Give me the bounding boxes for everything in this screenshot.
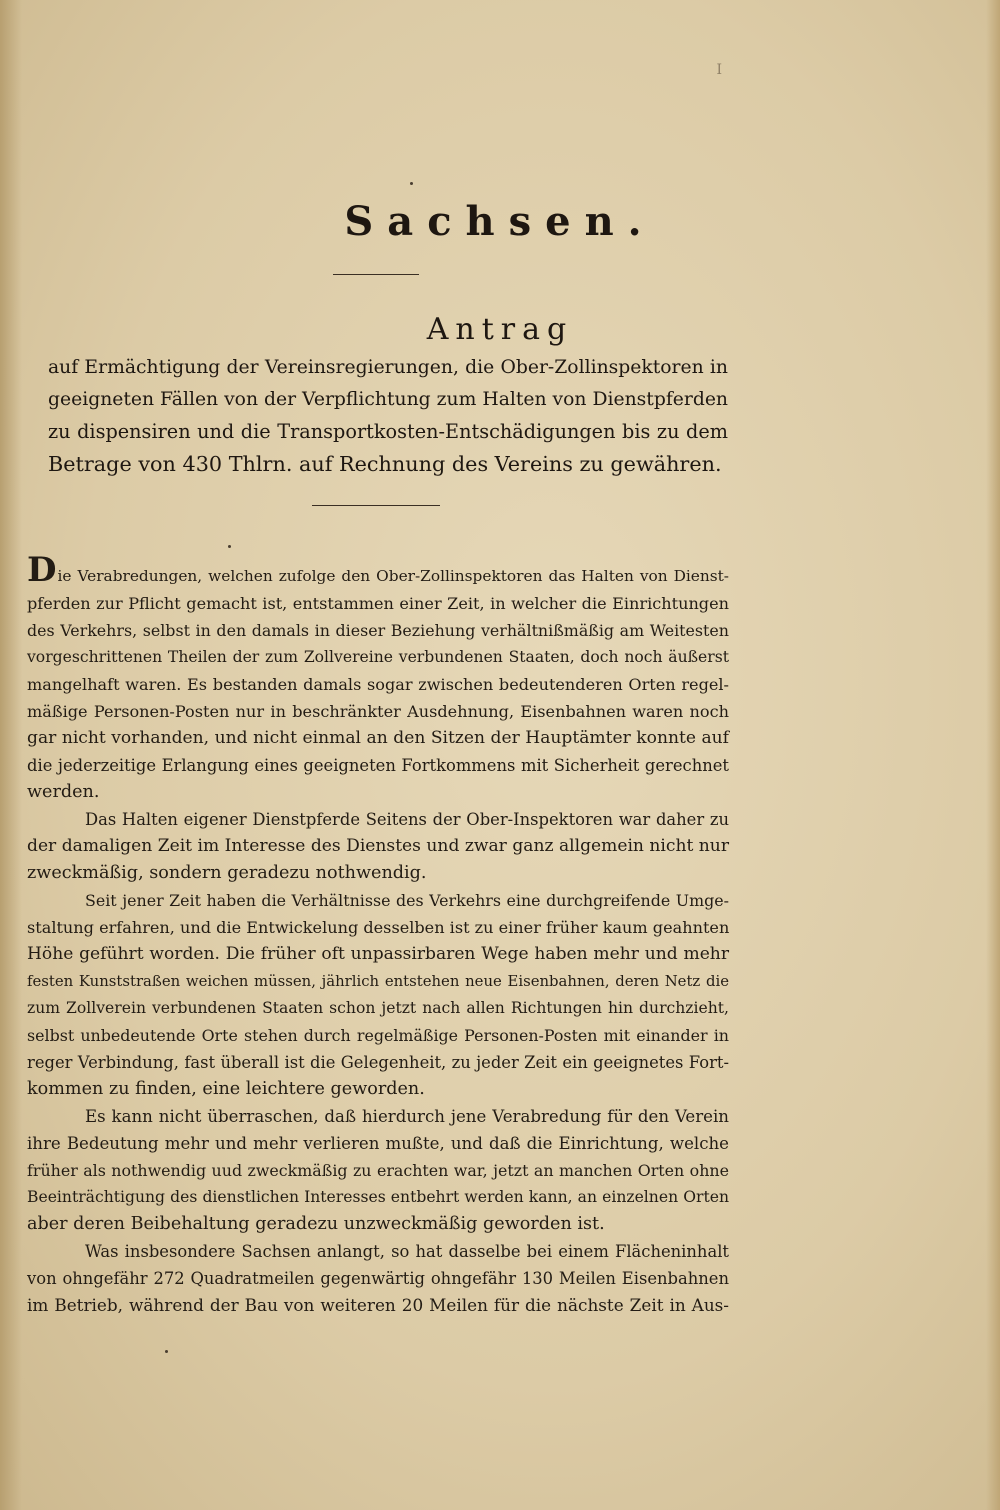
body-line: früher als nothwendig uud zweckmäßig zu erachten war, jetzt an manchen Orten ohne	[27, 1161, 729, 1180]
drop-initial: D	[27, 550, 57, 590]
subtitle-block	[48, 352, 728, 480]
page-title: Sachsen.	[344, 198, 656, 245]
body-line: vorgeschrittenen Theilen der zum Zollvereine verbundenen Staaten, doch noch äußerst	[27, 648, 729, 666]
title-rule	[333, 274, 419, 275]
body-line: mäßige Personen-Posten nur in beschränkter Ausdehnung, Eisenbahnen waren noch	[27, 702, 729, 721]
subtitle-line: Betrage von 430 Thlrn. auf Rechnung des Vereins zu gewähren.	[48, 452, 722, 476]
body-line: reger Verbindung, fast überall ist die Gelegenheit, zu jeder Zeit ein geeignetes Fort-	[27, 1053, 729, 1072]
print-speck	[165, 1350, 168, 1353]
body-line: zweckmäßig, sondern geradezu nothwendig.	[27, 863, 427, 883]
body-line: mangelhaft waren. Es bestanden damals sogar zwischen bedeutenderen Orten regel-	[27, 675, 729, 694]
subtitle-line: geeigneten Fällen von der Verpflichtung zum Halten von Dienstpferden	[48, 389, 728, 410]
subtitle-line: zu dispensiren und die Transportkosten-Entschädigungen bis zu dem	[48, 420, 728, 443]
body-line: zum Zollverein verbundenen Staaten schon jetzt nach allen Richtungen hin durchzieht,	[27, 999, 729, 1017]
page-mark: I	[716, 62, 722, 78]
body-text	[27, 550, 730, 1319]
body-line: ihre Bedeutung mehr und mehr verlieren mußte, und daß die Einrichtung, welche	[27, 1134, 729, 1153]
body-line: selbst unbedeutende Orte stehen durch regelmäßige Personen-Posten mit einander in	[27, 1026, 729, 1045]
body-line: die jederzeitige Erlangung eines geeigneten Fortkommens mit Sicherheit gerechnet	[27, 756, 729, 775]
body-line: Was insbesondere Sachsen anlangt, so hat dasselbe bei einem Flächeninhalt	[85, 1242, 729, 1261]
print-speck	[410, 182, 413, 185]
body-line: im Betrieb, während der Bau von weiteren 20 Meilen für die nächste Zeit in Aus-	[27, 1295, 729, 1315]
body-line: gar nicht vorhanden, und nicht einmal an den Sitzen der Hauptämter konnte auf	[27, 728, 729, 748]
body-line: Seit jener Zeit haben die Verhältnisse des Verkehrs eine durchgreifende Umge-	[85, 891, 729, 910]
body-line: von ohngefähr 272 Quadratmeilen gegenwärtig ohngefähr 130 Meilen Eisenbahnen	[27, 1269, 729, 1288]
body-line: Das Halten eigener Dienstpferde Seitens der Ober-Inspektoren war daher zu	[85, 810, 729, 829]
body-line: festen Kunststraßen weichen müssen, jährlich entstehen neue Eisenbahnen, deren Netz die	[27, 972, 729, 990]
body-line: aber deren Beibehaltung geradezu unzweckmäßig geworden ist.	[27, 1214, 605, 1234]
body-line: des Verkehrs, selbst in den damals in dieser Beziehung verhältnißmäßig am Weitesten	[27, 621, 729, 640]
body-line: der damaligen Zeit im Interesse des Dienstes und zwar ganz allgemein nicht nur	[27, 836, 729, 856]
body-line: werden.	[27, 782, 100, 802]
body-line: Es kann nicht überraschen, daß hierdurch jene Verabredung für den Verein	[85, 1107, 729, 1126]
body-line-text: ie Verabredungen, welchen zufolge den Ober-Zollinspektoren das Halten von Dienst-	[57, 567, 729, 585]
subtitle-rule	[312, 505, 440, 506]
body-line: staltung erfahren, und die Entwickelung desselben ist zu einer früher kaum geahnten	[27, 918, 730, 937]
subtitle-heading: Antrag	[426, 312, 574, 347]
subtitle-line: auf Ermächtigung der Vereinsregierungen, die Ober-Zollinspektoren in	[48, 357, 728, 378]
body-line: kommen zu finden, eine leichtere geworden.	[27, 1079, 425, 1099]
body-line	[27, 550, 729, 590]
body-line: Höhe geführt worden. Die früher oft unpassirbaren Wege haben mehr und mehr	[27, 944, 729, 964]
body-line: Beeinträchtigung des dienstlichen Interesses entbehrt werden kann, an einzelnen Orten	[27, 1188, 729, 1206]
body-line: pferden zur Pflicht gemacht ist, entstammen einer Zeit, in welcher die Einrichtungen	[27, 594, 729, 613]
print-speck	[228, 545, 231, 548]
